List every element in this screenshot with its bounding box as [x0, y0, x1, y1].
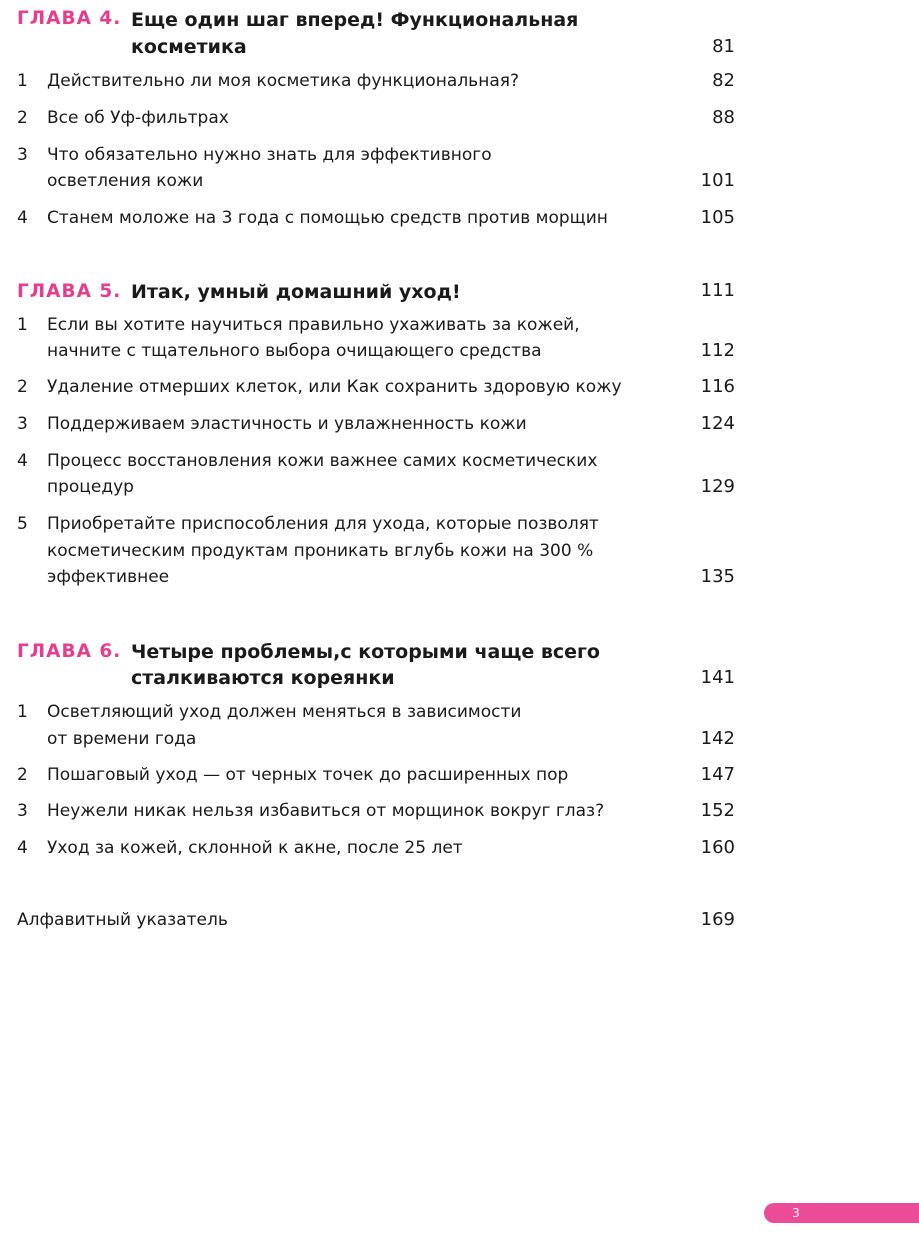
item-page: 101 — [700, 170, 735, 191]
item-text: начните с тщательного выбора очищающего средства — [47, 341, 542, 361]
item-text: Неужели никак нельзя избавиться от морщинок вокруг глаз? — [47, 801, 605, 821]
page-number: 3 — [792, 1206, 800, 1220]
item-text: Процесс восстановления кожи важнее самих косметических — [47, 451, 598, 471]
page-number-tab — [764, 1203, 919, 1223]
item-text: Что обязательно нужно знать для эффективного — [47, 145, 492, 165]
item-text: осветления кожи — [47, 171, 204, 191]
item-number: 5 — [17, 514, 28, 534]
index-label: Алфавитный указатель — [17, 910, 228, 930]
item-number: 4 — [17, 451, 28, 471]
chapter-5-title-line-1: Итак, умный домашний уход! — [131, 281, 461, 303]
chapter-4-page: 81 — [712, 36, 735, 57]
item-number: 2 — [17, 377, 28, 397]
item-text: косметическим продуктам проникать вглубь кожи на 300 % — [47, 541, 594, 561]
chapter-4-title-line-2: косметика — [131, 36, 247, 58]
item-number: 1 — [17, 315, 28, 335]
item-text: Поддерживаем эластичность и увлажненность кожи — [47, 414, 527, 434]
item-number: 4 — [17, 208, 28, 228]
item-page: 147 — [700, 764, 735, 785]
item-text: от времени года — [47, 729, 197, 749]
item-page: 129 — [700, 476, 735, 497]
item-page: 152 — [700, 800, 735, 821]
item-number: 1 — [17, 702, 28, 722]
item-page: 88 — [712, 107, 735, 128]
item-number: 1 — [17, 71, 28, 91]
item-page: 105 — [700, 207, 735, 228]
item-page: 116 — [700, 376, 735, 397]
item-number: 3 — [17, 414, 28, 434]
chapter-4-label: ГЛАВА 4. — [17, 8, 122, 29]
chapter-5-page: 111 — [700, 280, 735, 301]
item-text: Если вы хотите научиться правильно ухаживать за кожей, — [47, 315, 580, 335]
item-page: 142 — [700, 728, 735, 749]
chapter-6-label: ГЛАВА 6. — [17, 641, 122, 662]
item-number: 4 — [17, 838, 28, 858]
chapter-5-label: ГЛАВА 5. — [17, 281, 122, 302]
index-page: 169 — [700, 909, 735, 930]
item-page: 160 — [700, 837, 735, 858]
item-text: Станем моложе на 3 года с помощью средств против морщин — [47, 208, 608, 228]
item-text: эффективнее — [47, 567, 170, 587]
chapter-6-page: 141 — [700, 667, 735, 688]
chapter-6-title-line-2: сталкиваются кореянки — [131, 667, 395, 689]
item-text: Действительно ли моя косметика функциональная? — [47, 71, 519, 91]
item-page: 112 — [700, 340, 735, 361]
item-number: 3 — [17, 145, 28, 165]
item-page: 135 — [700, 566, 735, 587]
item-page: 82 — [712, 70, 735, 91]
chapter-6-title-line-1: Четыре проблемы,с которыми чаще всего — [131, 641, 600, 663]
chapter-4-title-line-1: Еще один шаг вперед! Функциональная — [131, 9, 579, 31]
item-text: Пошаговый уход — от черных точек до расширенных пор — [47, 765, 569, 785]
item-number: 2 — [17, 765, 28, 785]
item-number: 2 — [17, 108, 28, 128]
item-text: Приобретайте приспособления для ухода, которые позволят — [47, 514, 599, 534]
item-text: процедур — [47, 477, 134, 497]
item-page: 124 — [700, 413, 735, 434]
item-text: Уход за кожей, склонной к акне, после 25 лет — [47, 838, 463, 858]
item-text: Удаление отмерших клеток, или Как сохранить здоровую кожу — [47, 377, 622, 397]
item-text: Все об Уф-фильтрах — [47, 108, 229, 128]
item-text: Осветляющий уход должен меняться в зависимости — [47, 702, 522, 722]
item-number: 3 — [17, 801, 28, 821]
